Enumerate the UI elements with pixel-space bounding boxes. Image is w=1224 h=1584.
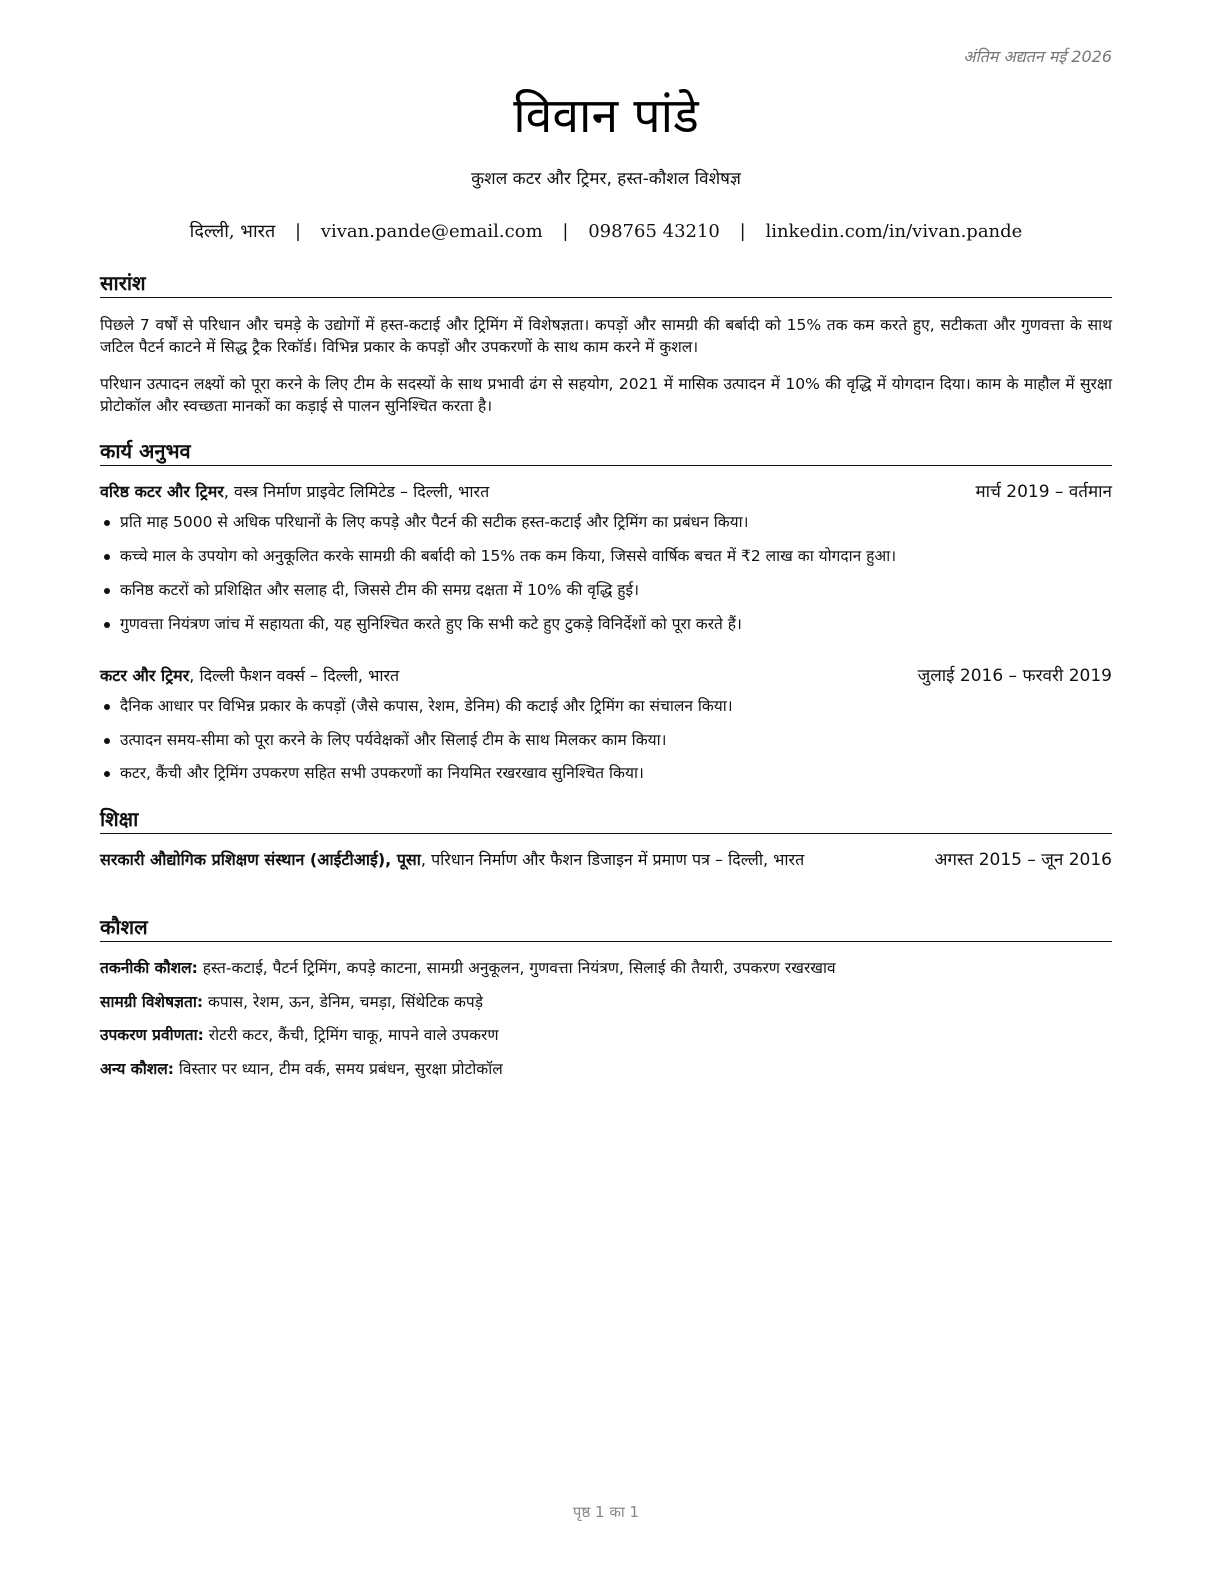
skill-line xyxy=(100,957,1112,979)
contact-linkedin-link[interactable]: linkedin.com/in/vivan.pande xyxy=(765,221,1023,242)
education-entry xyxy=(100,849,1112,871)
skill-line xyxy=(100,1024,1112,1046)
section-title-skills: कौशल xyxy=(100,914,1112,942)
education-institution: सरकारी औद्योगिक प्रशिक्षण संस्थान (आईटीआई), पूसा xyxy=(100,850,421,869)
summary-paragraph-1: पिछले 7 वर्षों से परिधान और चमड़े के उद्योगों में हस्त-कटाई और ट्रिमिंग में विशेषज्ञता। कपड़ों और सामग्री की बर्बादी को 15% तक कम करते हुए, सटीकता और गुणवत्ता के साथ जटिल पैटर्न काटने में सिद्ध ट्रैक रिकॉर्ड। विभिन्न प्रकार के कपड़ों और उपकरणों के साथ काम करने में कुशल। xyxy=(100,316,1112,356)
job-role: कटर और ट्रिमर xyxy=(100,666,190,685)
job-company: , वस्त्र निर्माण प्राइवेट लिमिटेड – दिल्ली, भारत xyxy=(223,482,490,501)
skill-value: कपास, रेशम, ऊन, डेनिम, चमड़ा, सिंथेटिक कपड़े xyxy=(203,993,484,1011)
skill-line xyxy=(100,1058,1112,1080)
job-company: , दिल्ली फैशन वर्क्स – दिल्ली, भारत xyxy=(189,666,400,685)
contact-location: दिल्ली, भारत xyxy=(189,221,276,242)
contact-separator: | xyxy=(294,221,302,242)
skill-label: सामग्री विशेषज्ञता: xyxy=(100,993,204,1011)
job-header-1 xyxy=(100,481,1112,503)
page-number: पृष्ठ 1 का 1 xyxy=(572,1503,640,1521)
job-bullet: गुणवत्ता नियंत्रण जांच में सहायता की, यह सुनिश्चित करते हुए कि सभी कटे हुए टुकड़े विनिर्देशों को पूरा करते हैं। xyxy=(100,613,1112,635)
skill-line xyxy=(100,991,1112,1013)
section-title-summary: सारांश xyxy=(100,270,1112,298)
job-dates: मार्च 2019 – वर्तमान xyxy=(975,482,1112,502)
contact-phone: 098765 43210 xyxy=(588,221,720,242)
headline: कुशल कटर और ट्रिमर, हस्त-कौशल विशेषज्ञ xyxy=(471,169,741,189)
skill-label: उपकरण प्रवीणता: xyxy=(100,1026,204,1044)
job-bullet: उत्पादन समय-सीमा को पूरा करने के लिए पर्यवेक्षकों और सिलाई टीम के साथ मिलकर काम किया। xyxy=(100,729,1112,751)
job-bullet: प्रति माह 5000 से अधिक परिधानों के लिए कपड़े और पैटर्न की सटीक हस्त-कटाई और ट्रिमिंग का प्रबंधन किया। xyxy=(100,511,1112,533)
contact-email-link[interactable]: vivan.pande@email.com xyxy=(320,221,543,242)
job-dates: जुलाई 2016 – फरवरी 2019 xyxy=(917,666,1112,686)
job-bullet: दैनिक आधार पर विभिन्न प्रकार के कपड़ों (जैसे कपास, रेशम, डेनिम) की कटाई और ट्रिमिंग का संचालन किया। xyxy=(100,695,1112,717)
skill-label: अन्य कौशल: xyxy=(100,1060,174,1078)
contact-separator: | xyxy=(562,221,569,242)
contact-line xyxy=(100,219,1112,245)
skill-value: रोटरी कटर, कैंची, ट्रिमिंग चाकू, मापने वाले उपकरण xyxy=(203,1026,499,1044)
resume-page xyxy=(100,0,1112,1584)
section-title-education: शिक्षा xyxy=(100,806,1112,834)
skill-label: तकनीकी कौशल: xyxy=(100,959,198,977)
skill-value: हस्त-कटाई, पैटर्न ट्रिमिंग, कपड़े काटना, सामग्री अनुकूलन, गुणवत्ता नियंत्रण, सिलाई की तैयारी, उपकरण रखरखाव xyxy=(197,959,836,977)
job-header-2 xyxy=(100,665,1112,687)
job-bullet: कच्चे माल के उपयोग को अनुकूलित करके सामग्री की बर्बादी को 15% तक कम किया, जिससे वार्षिक बचत में ₹2 लाख का योगदान हुआ। xyxy=(100,545,1112,567)
job-role: वरिष्ठ कटर और ट्रिमर xyxy=(100,482,224,501)
education-dates: अगस्त 2015 – जून 2016 xyxy=(934,850,1112,870)
skill-value: विस्तार पर ध्यान, टीम वर्क, समय प्रबंधन, सुरक्षा प्रोटोकॉल xyxy=(173,1060,503,1078)
job-bullet: कनिष्ठ कटरों को प्रशिक्षित और सलाह दी, जिससे टीम की समग्र दक्षता में 10% की वृद्धि हुई। xyxy=(100,579,1112,601)
job-bullet: कटर, कैंची और ट्रिमिंग उपकरण सहित सभी उपकरणों का नियमित रखरखाव सुनिश्चित किया। xyxy=(100,762,1112,784)
section-title-experience: कार्य अनुभव xyxy=(100,438,1112,466)
contact-separator: | xyxy=(739,221,746,242)
page-title: विवान पांडे xyxy=(513,88,699,144)
summary-paragraph-2: परिधान उत्पादन लक्ष्यों को पूरा करने के लिए टीम के सदस्यों के साथ प्रभावी ढंग से सहयोग, 2021 में मासिक उत्पादन में 10% की वृद्धि में योगदान दिया। काम के माहौल में सुरक्षा प्रोटोकॉल और स्वच्छता मानकों का कड़ाई से पालन सुनिश्चित करता है। xyxy=(100,375,1112,415)
last-updated: अंतिम अद्यतन मई 2026 xyxy=(963,47,1112,66)
education-details: , परिधान निर्माण और फैशन डिजाइन में प्रमाण पत्र – दिल्ली, भारत xyxy=(420,850,805,869)
